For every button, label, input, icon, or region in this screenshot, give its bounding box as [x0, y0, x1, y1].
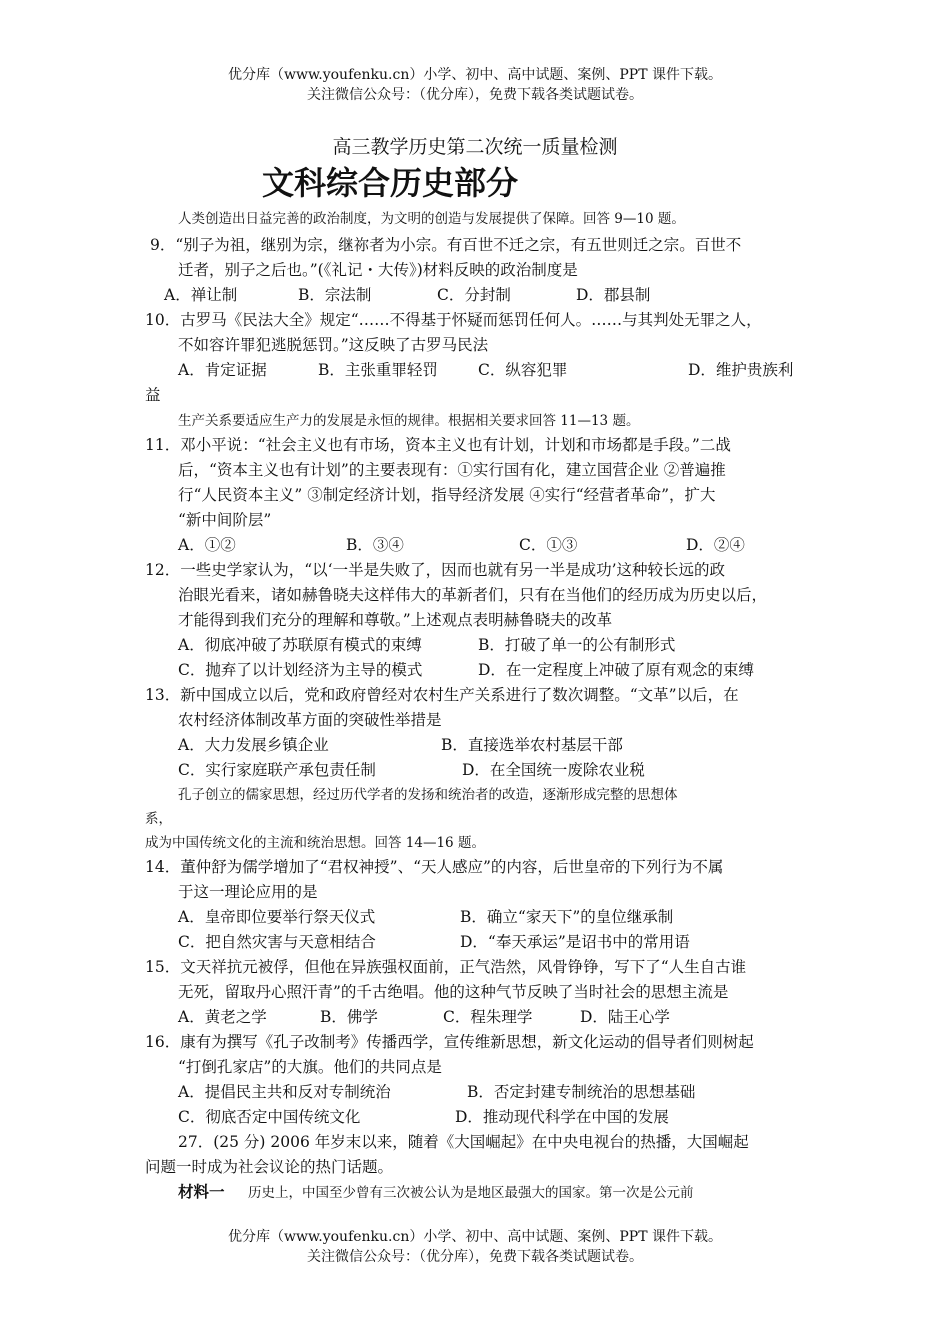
option-d: D．郡县制 — [576, 286, 651, 304]
option-a: A．提倡民主共和反对专制统治 — [178, 1083, 391, 1101]
option-d-wrap: 益 — [145, 386, 161, 404]
option-c: C．抛弃了以计划经济为主导的模式 — [178, 661, 423, 679]
option-c: C．实行家庭联产承包责任制 — [178, 761, 376, 779]
section-intro: 人类创造出日益完善的政治制度，为文明的创造与发展提供了保障。回答 9—10 题。 — [178, 211, 685, 227]
option-c: C．彻底否定中国传统文化 — [178, 1108, 361, 1126]
option-b: B．宗法制 — [298, 286, 372, 304]
option-a: A．①② — [178, 536, 236, 554]
question-16: 16．康有为撰写《孔子改制考》传播西学，宣传维新思想，新文化运动的倡导者们则树起 — [145, 1033, 754, 1051]
question-11: 11．邓小平说：“社会主义也有市场，资本主义也有计划，计划和市场都是手段。”二战 — [145, 436, 731, 454]
page-title: 高三教学历史第二次统一质量检测 — [332, 136, 618, 158]
question-text: 迁者，别子之后也。”(《礼记・大传》)材料反映的政治制度是 — [178, 261, 578, 279]
question-10: 10．古罗马《民法大全》规定“……不得基于怀疑而惩罚任何人。……与其判处无罪之人， — [145, 311, 762, 329]
question-text: “打倒孔家店”的大旗。他们的共同点是 — [178, 1058, 442, 1076]
option-a: A．禅让制 — [164, 286, 238, 304]
question-9: 9．“别子为祖，继别为宗，继祢者为小宗。有百世不迁之宗，有五世则迁之宗。百世不 — [150, 236, 742, 254]
question-14: 14．董仲舒为儒学增加了“君权神授”、“天人感应”的内容，后世皇帝的下列行为不属 — [145, 858, 724, 876]
option-c: C．程朱理学 — [443, 1008, 533, 1026]
option-b: B．③④ — [346, 536, 404, 554]
option-b: B．主张重罪轻罚 — [318, 361, 438, 379]
question-text: 不如容许罪犯逃脱惩罚。”这反映了古罗马民法 — [178, 336, 489, 354]
option-b: B．直接选举农村基层干部 — [441, 736, 623, 754]
option-c: C．把自然灾害与天意相结合 — [178, 933, 376, 951]
option-b: B．打破了单一的公有制形式 — [478, 636, 676, 654]
question-15: 15．文天祥抗元被俘，但他在异族强权面前，正气浩然，风骨铮铮，写下了“人生自古谁 — [145, 958, 747, 976]
question-13: 13．新中国成立以后，党和政府曾经对农村生产关系进行了数次调整。“文革”以后，在 — [145, 686, 739, 704]
section-intro: 生产关系要适应生产力的发展是永恒的规律。根据相关要求回答 11—13 题。 — [178, 413, 640, 429]
option-a: A．肯定证据 — [178, 361, 267, 379]
section-intro-wrap: 系， — [145, 811, 172, 827]
option-d: D．②④ — [686, 536, 745, 554]
section-intro-wrap: 成为中国传统文化的主流和统治思想。回答 14—16 题。 — [145, 835, 485, 851]
header-line-2: 关注微信公众号：（优分库），免费下载各类试题试卷。 — [307, 87, 643, 103]
page-subtitle: 文科综合历史部分 — [262, 164, 519, 202]
question-text: 无死，留取丹心照汗青”的千古绝唱。他的这种气节反映了当时社会的思想主流是 — [178, 983, 729, 1001]
option-b: B．确立“家天下”的皇位继承制 — [460, 908, 674, 926]
question-text: 才能得到我们充分的理解和尊敬。”上述观点表明赫鲁晓夫的改革 — [178, 611, 613, 629]
option-b: B．佛学 — [320, 1008, 378, 1026]
option-c: C．分封制 — [437, 286, 511, 304]
question-text: 于这一理论应用的是 — [178, 883, 318, 901]
option-a: A．黄老之学 — [178, 1008, 267, 1026]
question-27: 27．(25 分) 2006 年岁末以来，随着《大国崛起》在中央电视台的热播，大国崛起 — [178, 1133, 749, 1151]
material-text: 历史上，中国至少曾有三次被公认为是地区最强大的国家。第一次是公元前 — [248, 1185, 694, 1201]
section-intro: 孔子创立的儒家思想，经过历代学者的发扬和统治者的改造，逐渐形成完整的思想体 — [178, 787, 678, 803]
footer-line-1: 优分库（www.youfenku.cn）小学、初中、高中试题、案例、PPT 课件下载。 — [227, 1229, 722, 1245]
footer-line-2: 关注微信公众号：（优分库），免费下载各类试题试卷。 — [307, 1249, 643, 1265]
option-d: D．在全国统一废除农业税 — [462, 761, 645, 779]
material-label: 材料一 — [178, 1182, 225, 1201]
question-text: 农村经济体制改革方面的突破性举措是 — [178, 711, 442, 729]
header-line-1: 优分库（www.youfenku.cn）小学、初中、高中试题、案例、PPT 课件下载。 — [227, 67, 722, 83]
question-text: 后，“资本主义也有计划”的主要表现有：①实行国有化，建立国营企业 ②普遍推 — [178, 461, 726, 479]
question-text: 问题一时成为社会议论的热门话题。 — [145, 1158, 394, 1176]
option-c: C．①③ — [519, 536, 578, 554]
option-d: D．“奉天承运”是诏书中的常用语 — [460, 933, 690, 951]
option-d: D．推动现代科学在中国的发展 — [455, 1108, 669, 1126]
option-d: D．在一定程度上冲破了原有观念的束缚 — [478, 661, 754, 679]
question-12: 12．一些史学家认为，“以‘一半是失败了，因而也就有另一半是成功’这种较长远的政 — [145, 561, 726, 579]
question-text: 行“人民资本主义” ③制定经济计划，指导经济发展 ④实行“经营者革命”，扩大 — [178, 486, 716, 504]
option-d: D．维护贵族利 — [688, 361, 794, 379]
option-b: B．否定封建专制统治的思想基础 — [467, 1083, 696, 1101]
option-c: C．纵容犯罪 — [478, 361, 568, 379]
question-text: “新中间阶层” — [178, 511, 272, 529]
question-text: 治眼光看来，诸如赫鲁晓夫这样伟大的革新者们，只有在当他们的经历成为历史以后， — [178, 586, 768, 604]
option-d: D．陆王心学 — [580, 1008, 670, 1026]
option-a: A．大力发展乡镇企业 — [178, 736, 329, 754]
option-a: A．皇帝即位要举行祭天仪式 — [178, 908, 376, 926]
option-a: A．彻底冲破了苏联原有模式的束缚 — [178, 636, 422, 654]
